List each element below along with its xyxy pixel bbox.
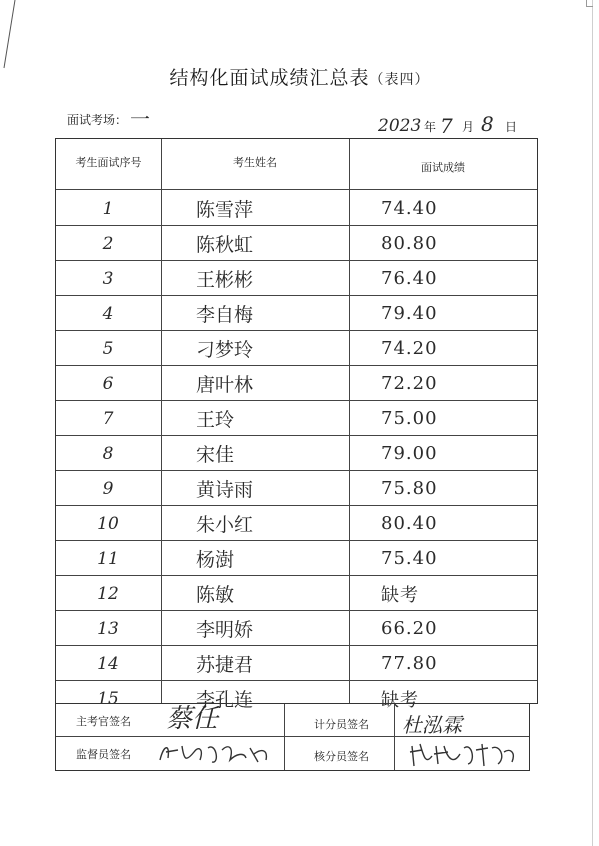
row-name: 李孔连 xyxy=(196,689,254,711)
table-row xyxy=(56,646,537,681)
column-divider xyxy=(284,704,285,770)
supervisor-label: 监督员签名 xyxy=(76,748,131,761)
row-name: 李自梅 xyxy=(196,304,254,326)
row-number: 14 xyxy=(97,653,119,674)
row-score: 79.40 xyxy=(381,303,438,324)
row-score: 80.40 xyxy=(381,513,438,534)
row-number: 10 xyxy=(97,513,119,534)
table-row xyxy=(56,366,537,401)
table-row xyxy=(56,576,537,611)
row-name: 杨澍 xyxy=(196,549,235,571)
header-divider xyxy=(56,189,537,190)
header-number: 考生面试序号 xyxy=(75,156,142,169)
row-score: 75.40 xyxy=(381,548,438,569)
row-name: 唐叶林 xyxy=(196,374,254,396)
row-name: 宋佳 xyxy=(196,444,235,466)
row-score: 75.80 xyxy=(381,478,438,499)
date-day-unit: 日 xyxy=(505,120,518,134)
row-score: 72.20 xyxy=(381,373,438,394)
row-score: 79.00 xyxy=(381,443,438,464)
row-name: 李明娇 xyxy=(196,619,254,641)
column-divider xyxy=(394,704,395,770)
row-number: 2 xyxy=(102,233,114,254)
row-score: 77.80 xyxy=(381,653,438,674)
row-name: 苏捷君 xyxy=(196,654,254,676)
page-edge xyxy=(592,0,593,846)
row-number: 13 xyxy=(97,618,119,639)
row-number: 3 xyxy=(102,268,114,289)
row-score: 缺考 xyxy=(381,689,419,711)
title-sub: （表四） xyxy=(369,72,430,88)
checker-label: 核分员签名 xyxy=(314,750,369,763)
date-year-unit: 年 xyxy=(424,120,437,134)
row-number: 7 xyxy=(102,408,114,429)
scorer-label: 计分员签名 xyxy=(314,718,369,731)
row-name: 陈雪萍 xyxy=(196,199,254,221)
date-month-unit: 月 xyxy=(462,120,475,134)
table-row xyxy=(56,506,537,541)
row-name: 刁梦玲 xyxy=(196,339,254,361)
room-label: 面试考场： xyxy=(67,113,128,127)
scorer-signature: 杜泓霖 xyxy=(402,713,462,737)
page-title xyxy=(0,63,599,90)
table-row xyxy=(56,261,537,296)
row-number: 15 xyxy=(97,688,119,709)
table-row xyxy=(56,296,537,331)
row-number: 4 xyxy=(102,303,114,324)
row-score: 76.40 xyxy=(381,268,438,289)
date-month: 7 xyxy=(440,114,453,138)
score-table xyxy=(55,138,538,711)
corner-mark xyxy=(586,0,593,7)
chief-label: 主考官签名 xyxy=(76,715,131,728)
room-value: 一 xyxy=(130,107,150,131)
signature-table xyxy=(55,703,530,771)
row-number: 8 xyxy=(102,443,114,464)
table-row xyxy=(56,471,537,506)
row-score: 80.80 xyxy=(381,233,438,254)
checker-signature xyxy=(408,738,518,770)
table-row xyxy=(56,401,537,436)
row-number: 5 xyxy=(102,338,114,359)
header-score: 面试成绩 xyxy=(421,161,465,174)
row-score: 74.40 xyxy=(381,198,438,219)
row-name: 陈敏 xyxy=(196,584,235,606)
table-row xyxy=(56,541,537,576)
table-row xyxy=(56,191,537,226)
row-name: 黄诗雨 xyxy=(196,479,254,501)
row-score: 74.20 xyxy=(381,338,438,359)
row-number: 11 xyxy=(97,548,119,569)
date-day: 8 xyxy=(481,112,494,136)
chief-signature: 蔡任 xyxy=(166,704,219,734)
row-score: 75.00 xyxy=(381,408,438,429)
header-name: 考生姓名 xyxy=(233,156,277,169)
row-score: 66.20 xyxy=(381,618,438,639)
row-number: 9 xyxy=(102,478,114,499)
row-name: 王玲 xyxy=(196,409,235,431)
row-number: 1 xyxy=(102,198,114,219)
row-name: 王彬彬 xyxy=(196,269,254,291)
row-name: 陈秋虹 xyxy=(196,234,254,256)
row-name: 朱小红 xyxy=(196,514,254,536)
title-main: 结构化面试成绩汇总表 xyxy=(169,67,370,89)
date-year: 2023 xyxy=(378,116,422,136)
table-row xyxy=(56,331,537,366)
supervisor-signature xyxy=(156,738,276,768)
row-number: 12 xyxy=(97,583,119,604)
table-row xyxy=(56,436,537,471)
scan-stroke xyxy=(2,0,16,70)
table-row xyxy=(56,611,537,646)
table-row xyxy=(56,226,537,261)
row-score: 缺考 xyxy=(381,584,419,606)
row-number: 6 xyxy=(102,373,114,394)
